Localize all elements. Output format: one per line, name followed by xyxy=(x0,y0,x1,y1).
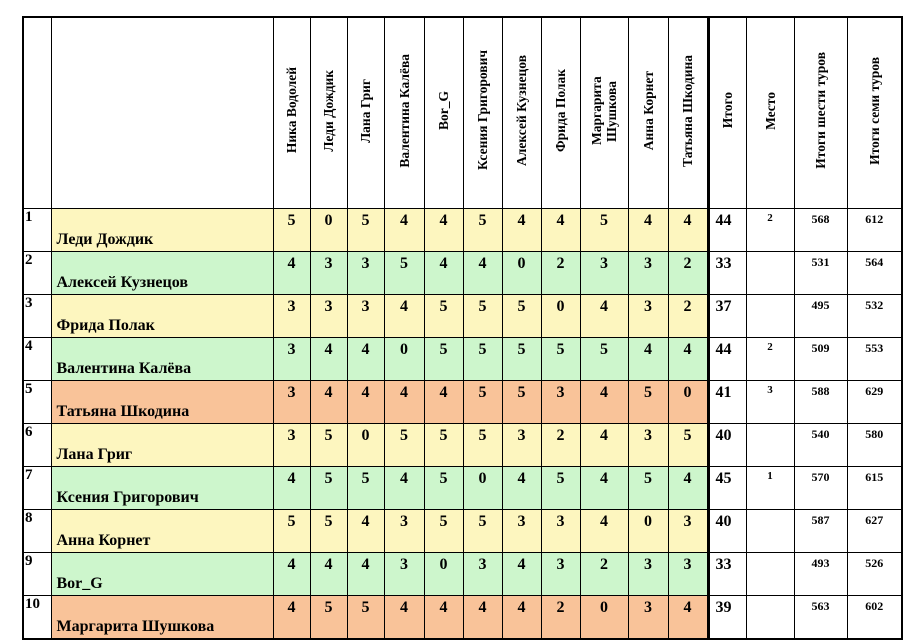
score-cell: 4 xyxy=(384,209,424,252)
score-cell: 4 xyxy=(502,467,541,510)
table-row xyxy=(23,209,902,252)
total-cell: 39 xyxy=(708,596,746,640)
col-header: Маргарита Шушкова xyxy=(580,17,628,209)
table-row xyxy=(23,510,902,553)
score-cell: 5 xyxy=(502,338,541,381)
score-cell: 5 xyxy=(463,381,502,424)
score-cell: 4 xyxy=(347,381,384,424)
seven-rounds-cell: 602 xyxy=(847,596,902,640)
score-cell: 0 xyxy=(424,553,463,596)
row-number: 9 xyxy=(23,553,51,596)
total-cell: 44 xyxy=(708,209,746,252)
col-header: Валентина Калёва xyxy=(384,17,424,209)
score-cell: 4 xyxy=(463,596,502,640)
six-rounds-cell: 509 xyxy=(794,338,847,381)
total-header: Итого xyxy=(708,17,746,209)
six-rounds-cell: 570 xyxy=(794,467,847,510)
place-header: Место xyxy=(746,17,794,209)
score-cell: 4 xyxy=(310,381,347,424)
row-number: 10 xyxy=(23,596,51,640)
score-cell: 4 xyxy=(502,209,541,252)
score-cell: 4 xyxy=(273,467,310,510)
seven-rounds-header: Итоги семи туров xyxy=(847,17,902,209)
score-cell: 0 xyxy=(310,209,347,252)
six-rounds-cell: 588 xyxy=(794,381,847,424)
score-cell: 5 xyxy=(463,209,502,252)
score-cell: 5 xyxy=(463,510,502,553)
score-cell: 3 xyxy=(668,510,708,553)
col-header: Ксения Григорович xyxy=(463,17,502,209)
row-number: 5 xyxy=(23,381,51,424)
six-rounds-header: Итоги шести туров xyxy=(794,17,847,209)
score-cell: 3 xyxy=(541,553,580,596)
results-table xyxy=(22,16,903,640)
total-cell: 37 xyxy=(708,295,746,338)
score-cell: 3 xyxy=(384,510,424,553)
score-cell: 4 xyxy=(580,510,628,553)
score-cell: 5 xyxy=(273,209,310,252)
table-row xyxy=(23,596,902,640)
col-header: Леди Дождик xyxy=(310,17,347,209)
seven-rounds-cell: 532 xyxy=(847,295,902,338)
total-cell: 33 xyxy=(708,252,746,295)
score-cell: 5 xyxy=(541,467,580,510)
score-cell: 2 xyxy=(541,596,580,640)
participant-name: Валентина Калёва xyxy=(51,338,273,381)
place-cell: 1 xyxy=(746,467,794,510)
score-cell: 3 xyxy=(273,295,310,338)
header-name-blank xyxy=(51,17,273,209)
score-cell: 3 xyxy=(628,596,668,640)
score-cell: 5 xyxy=(424,510,463,553)
score-cell: 4 xyxy=(628,338,668,381)
row-number: 7 xyxy=(23,467,51,510)
total-cell: 44 xyxy=(708,338,746,381)
score-cell: 5 xyxy=(424,467,463,510)
table-row xyxy=(23,467,902,510)
score-cell: 4 xyxy=(541,209,580,252)
place-cell xyxy=(746,596,794,640)
score-cell: 5 xyxy=(273,510,310,553)
participant-name: Лана Григ xyxy=(51,424,273,467)
score-cell: 0 xyxy=(463,467,502,510)
col-header: Лана Григ xyxy=(347,17,384,209)
score-cell: 4 xyxy=(580,295,628,338)
score-cell: 3 xyxy=(628,252,668,295)
score-cell: 4 xyxy=(273,252,310,295)
seven-rounds-cell: 627 xyxy=(847,510,902,553)
score-cell: 4 xyxy=(580,467,628,510)
total-cell: 33 xyxy=(708,553,746,596)
score-cell: 0 xyxy=(668,381,708,424)
participant-name: Анна Корнет xyxy=(51,510,273,553)
seven-rounds-cell: 612 xyxy=(847,209,902,252)
score-cell: 2 xyxy=(668,252,708,295)
score-cell: 5 xyxy=(310,467,347,510)
score-cell: 3 xyxy=(347,252,384,295)
total-cell: 40 xyxy=(708,424,746,467)
row-number: 8 xyxy=(23,510,51,553)
col-header: Фрида Полак xyxy=(541,17,580,209)
score-cell: 3 xyxy=(310,252,347,295)
seven-rounds-cell: 564 xyxy=(847,252,902,295)
score-cell: 0 xyxy=(384,338,424,381)
total-cell: 40 xyxy=(708,510,746,553)
score-cell: 4 xyxy=(310,338,347,381)
score-cell: 4 xyxy=(580,424,628,467)
score-cell: 5 xyxy=(424,424,463,467)
score-cell: 4 xyxy=(384,295,424,338)
score-cell: 0 xyxy=(541,295,580,338)
score-cell: 4 xyxy=(424,596,463,640)
score-cell: 4 xyxy=(463,252,502,295)
six-rounds-cell: 563 xyxy=(794,596,847,640)
score-cell: 5 xyxy=(347,209,384,252)
row-number: 6 xyxy=(23,424,51,467)
score-cell: 4 xyxy=(273,596,310,640)
score-cell: 4 xyxy=(347,338,384,381)
score-cell: 4 xyxy=(502,553,541,596)
score-cell: 4 xyxy=(668,338,708,381)
score-cell: 0 xyxy=(347,424,384,467)
place-cell xyxy=(746,252,794,295)
place-cell: 3 xyxy=(746,381,794,424)
score-cell: 5 xyxy=(424,295,463,338)
score-cell: 5 xyxy=(580,209,628,252)
six-rounds-cell: 495 xyxy=(794,295,847,338)
score-cell: 5 xyxy=(668,424,708,467)
participant-name: Фрида Полак xyxy=(51,295,273,338)
score-cell: 5 xyxy=(541,338,580,381)
score-cell: 0 xyxy=(502,252,541,295)
score-cell: 4 xyxy=(384,381,424,424)
score-cell: 4 xyxy=(310,553,347,596)
score-cell: 4 xyxy=(384,467,424,510)
score-cell: 4 xyxy=(424,381,463,424)
score-cell: 3 xyxy=(273,338,310,381)
score-cell: 5 xyxy=(384,424,424,467)
score-cell: 4 xyxy=(347,553,384,596)
table-row xyxy=(23,295,902,338)
six-rounds-cell: 568 xyxy=(794,209,847,252)
score-cell: 4 xyxy=(668,209,708,252)
score-cell: 4 xyxy=(628,209,668,252)
six-rounds-cell: 540 xyxy=(794,424,847,467)
score-cell: 4 xyxy=(668,467,708,510)
seven-rounds-cell: 615 xyxy=(847,467,902,510)
score-cell: 5 xyxy=(628,467,668,510)
row-number: 2 xyxy=(23,252,51,295)
score-cell: 0 xyxy=(628,510,668,553)
place-cell: 2 xyxy=(746,209,794,252)
six-rounds-cell: 587 xyxy=(794,510,847,553)
score-cell: 5 xyxy=(463,295,502,338)
score-cell: 4 xyxy=(273,553,310,596)
six-rounds-cell: 493 xyxy=(794,553,847,596)
place-cell xyxy=(746,295,794,338)
col-header: Алексей Кузнецов xyxy=(502,17,541,209)
score-cell: 2 xyxy=(668,295,708,338)
score-cell: 3 xyxy=(580,252,628,295)
header-row xyxy=(23,17,902,209)
score-cell: 3 xyxy=(310,295,347,338)
score-cell: 5 xyxy=(310,596,347,640)
score-cell: 2 xyxy=(541,252,580,295)
score-cell: 4 xyxy=(347,510,384,553)
score-cell: 3 xyxy=(273,381,310,424)
total-cell: 41 xyxy=(708,381,746,424)
participant-name: Bor_G xyxy=(51,553,273,596)
score-cell: 3 xyxy=(384,553,424,596)
participant-name: Леди Дождик xyxy=(51,209,273,252)
table-row xyxy=(23,338,902,381)
col-header: Bor_G xyxy=(424,17,463,209)
seven-rounds-cell: 526 xyxy=(847,553,902,596)
score-cell: 2 xyxy=(541,424,580,467)
score-cell: 5 xyxy=(347,596,384,640)
score-cell: 5 xyxy=(347,467,384,510)
score-cell: 3 xyxy=(463,553,502,596)
score-cell: 3 xyxy=(628,553,668,596)
row-number: 3 xyxy=(23,295,51,338)
score-cell: 3 xyxy=(502,510,541,553)
score-cell: 5 xyxy=(628,381,668,424)
score-cell: 3 xyxy=(628,295,668,338)
score-cell: 4 xyxy=(580,381,628,424)
participant-name: Татьяна Шкодина xyxy=(51,381,273,424)
row-number: 4 xyxy=(23,338,51,381)
col-header: Анна Корнет xyxy=(628,17,668,209)
score-cell: 3 xyxy=(668,553,708,596)
score-cell: 3 xyxy=(628,424,668,467)
score-cell: 4 xyxy=(502,596,541,640)
col-header: Татьяна Шкодина xyxy=(668,17,708,209)
table-row xyxy=(23,252,902,295)
score-cell: 4 xyxy=(424,252,463,295)
score-cell: 3 xyxy=(273,424,310,467)
table-row xyxy=(23,381,902,424)
score-cell: 5 xyxy=(463,338,502,381)
place-cell xyxy=(746,510,794,553)
participant-name: Маргарита Шушкова xyxy=(51,596,273,640)
participant-name: Алексей Кузнецов xyxy=(51,252,273,295)
score-cell: 4 xyxy=(384,596,424,640)
header-num-blank xyxy=(23,17,51,209)
participant-name: Ксения Григорович xyxy=(51,467,273,510)
place-cell: 2 xyxy=(746,338,794,381)
table-row xyxy=(23,424,902,467)
score-cell: 3 xyxy=(347,295,384,338)
six-rounds-cell: 531 xyxy=(794,252,847,295)
score-cell: 5 xyxy=(580,338,628,381)
score-cell: 5 xyxy=(502,381,541,424)
score-cell: 3 xyxy=(541,510,580,553)
score-cell: 5 xyxy=(424,338,463,381)
score-cell: 2 xyxy=(580,553,628,596)
seven-rounds-cell: 629 xyxy=(847,381,902,424)
row-number: 1 xyxy=(23,209,51,252)
place-cell xyxy=(746,553,794,596)
table-row xyxy=(23,553,902,596)
score-cell: 5 xyxy=(384,252,424,295)
score-cell: 4 xyxy=(668,596,708,640)
score-cell: 5 xyxy=(502,295,541,338)
total-cell: 45 xyxy=(708,467,746,510)
col-header: Ника Водолей xyxy=(273,17,310,209)
score-cell: 3 xyxy=(502,424,541,467)
score-cell: 5 xyxy=(310,510,347,553)
score-cell: 4 xyxy=(424,209,463,252)
seven-rounds-cell: 553 xyxy=(847,338,902,381)
score-cell: 5 xyxy=(310,424,347,467)
score-cell: 3 xyxy=(541,381,580,424)
score-cell: 0 xyxy=(580,596,628,640)
place-cell xyxy=(746,424,794,467)
score-cell: 5 xyxy=(463,424,502,467)
seven-rounds-cell: 580 xyxy=(847,424,902,467)
